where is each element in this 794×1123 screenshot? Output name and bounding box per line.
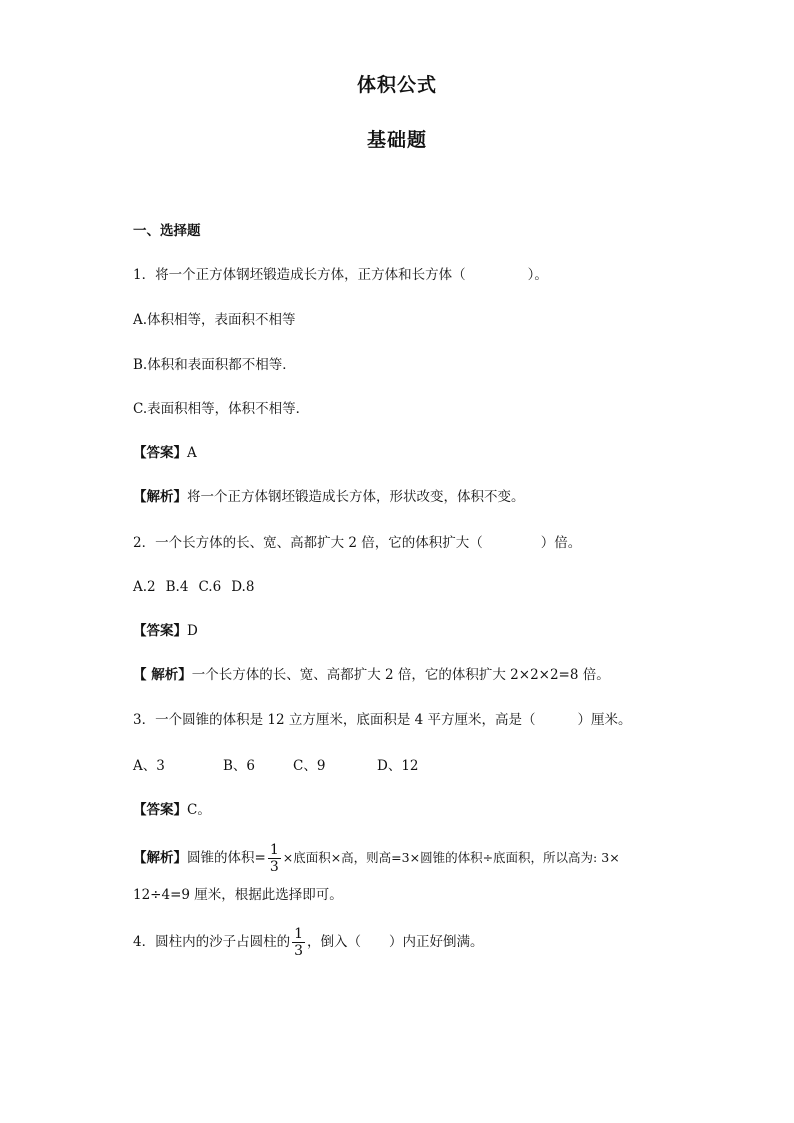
question-4-stem	[133, 922, 484, 962]
section-heading: 一、选择题	[133, 223, 201, 239]
question-4-stem-text: 4．圆柱内的沙子占圆柱的	[133, 934, 291, 950]
question-3-option-a: A、3	[133, 758, 165, 774]
question-3-option-c: C、9	[293, 758, 326, 774]
analysis-tag: 【解析】	[133, 489, 187, 505]
analysis-text: 将一个正方体钢坯锻造成长方体，形状改变，体积不变。	[187, 489, 525, 505]
question-2-option-a: A.2	[133, 579, 156, 595]
page-subtitle: 基础题	[366, 129, 427, 151]
question-2-answer	[133, 621, 198, 641]
analysis-text-a: 圆锥的体积=	[187, 850, 266, 866]
question-1-analysis	[133, 487, 525, 507]
question-2-stem-text: 2．一个长方体的长、宽、高都扩大 2 倍，它的体积扩大（	[133, 535, 483, 551]
question-4-stem-mid: ，倒入（	[307, 934, 362, 950]
question-3-answer	[133, 800, 211, 820]
answer-value: C。	[187, 802, 211, 818]
question-1-stem-text: 1．将一个正方体钢坯锻造成长方体，正方体和长方体（	[133, 267, 466, 283]
question-1-stem-end: ）。	[527, 267, 548, 283]
question-1-option-a: A.体积相等，表面积不相等	[133, 312, 296, 328]
fraction-denominator: 3	[269, 859, 279, 875]
analysis-tag: 【 解析】	[133, 667, 192, 683]
fraction-numerator: 1	[294, 926, 304, 942]
analysis-tag: 【解析】	[133, 850, 187, 866]
analysis-text: 一个长方体的长、宽、高都扩大 2 倍，它的体积扩大 2×2×2=8 倍。	[191, 667, 610, 683]
question-1-option-c: C.表面积相等，体积不相等．	[133, 401, 310, 417]
question-3-stem	[133, 710, 632, 730]
fraction-numerator: 1	[269, 842, 279, 858]
answer-tag: 【答案】	[133, 623, 187, 639]
answer-tag: 【答案】	[133, 445, 187, 461]
answer-value: A	[187, 445, 197, 461]
answer-tag: 【答案】	[133, 802, 187, 818]
question-2-option-d: D.8	[231, 579, 255, 595]
fraction-denominator: 3	[294, 943, 304, 959]
question-2-stem-end: ）倍。	[540, 535, 582, 551]
fraction-one-third	[268, 842, 281, 875]
question-3-stem-end: ）厘米。	[577, 712, 632, 728]
question-2-stem	[133, 533, 581, 553]
question-3-stem-text: 3．一个圆锥的体积是 12 立方厘米，底面积是 4 平方厘米，高是（	[133, 712, 536, 728]
question-2-option-c: C.6	[198, 579, 222, 595]
question-1-stem	[133, 265, 548, 285]
analysis-text-b: ×底面积×高，则高=3×圆锥的体积÷底面积，所以高为: 3×	[282, 850, 620, 865]
page-title: 体积公式	[356, 74, 437, 96]
question-2-option-b: B.4	[165, 579, 189, 595]
question-3-analysis	[133, 838, 620, 878]
question-3-option-b: B、6	[223, 758, 256, 774]
question-4-stem-end: ）内正好倒满。	[389, 934, 484, 950]
question-1-answer	[133, 443, 197, 463]
question-3-options	[133, 756, 419, 776]
question-3-analysis-cont: 12÷4=9 厘米，根据此选择即可。	[133, 887, 343, 903]
answer-value: D	[187, 623, 198, 639]
question-3-option-d: D、12	[377, 758, 419, 774]
question-1-option-b: B.体积和表面积都不相等．	[133, 357, 296, 373]
question-2-analysis	[133, 665, 610, 685]
fraction-one-third	[292, 926, 305, 959]
question-2-options	[133, 577, 254, 597]
